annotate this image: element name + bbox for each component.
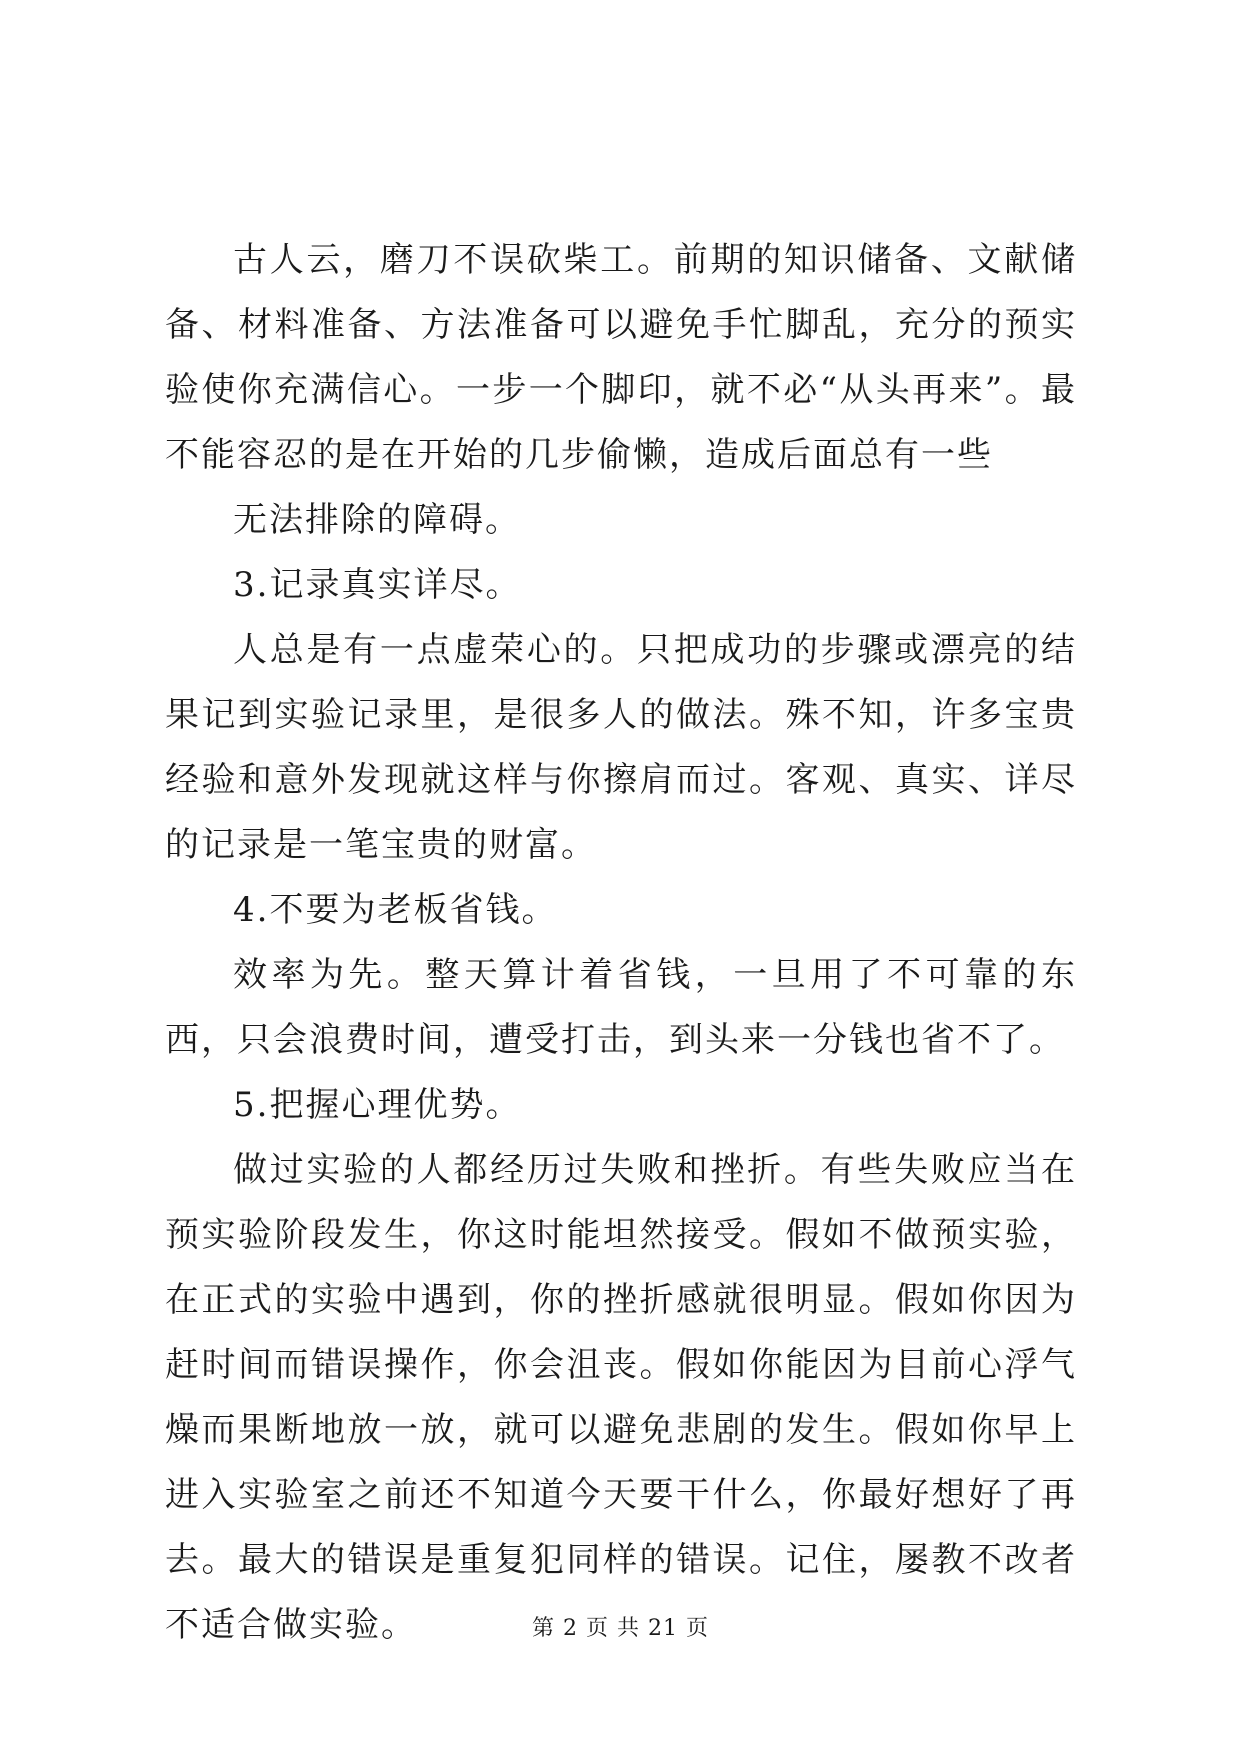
paragraph-obstacles: 无法排除的障碍。: [233, 500, 521, 540]
paragraph-record-details: 人总是有一点虚荣心的。只把成功的步骤或漂亮的结果记到实验记录里，是很多人的做法。殊不知，许多宝贵经验和意外发现就这样与你擦肩而过。客观、真实、详尽的记录是一笔宝贵的财富。: [165, 630, 1077, 865]
body-text: [165, 228, 1077, 1658]
heading-save-money: 4.不要为老板省钱。: [233, 890, 558, 930]
paragraph-preparation: 古人云，磨刀不误砍柴工。前期的知识储备、文献储备、材料准备、方法准备可以避免手忙脚乱，充分的预实验使你充满信心。一步一个脚印，就不必“从头再来”。最不能容忍的是在开始的几步偷懒，造成后面总有一些: [165, 240, 1077, 475]
paragraph-psychology: 做过实验的人都经历过失败和挫折。有些失败应当在预实验阶段发生，你这时能坦然接受。假如不做预实验，在正式的实验中遇到，你的挫折感就很明显。假如你因为赶时间而错误操作，你会沮丧。假如你能因为目前心浮气燥而果断地放一放，就可以避免悲剧的发生。假如你早上进入实验室之前还不知道今天要干什么，你最好想好了再去。最大的错误是重复犯同样的错误。记住，屡教不改者不适合做实验。: [165, 1150, 1077, 1645]
heading-psychology: 5.把握心理优势。: [233, 1085, 522, 1125]
paragraph-save-money: 效率为先。整天算计着省钱，一旦用了不可靠的东西，只会浪费时间，遭受打击，到头来一分钱也省不了。: [165, 955, 1077, 1060]
heading-record-details: 3.记录真实详尽。: [233, 565, 522, 605]
page-number-footer: 第 2 页 共 21 页: [532, 1616, 709, 1641]
